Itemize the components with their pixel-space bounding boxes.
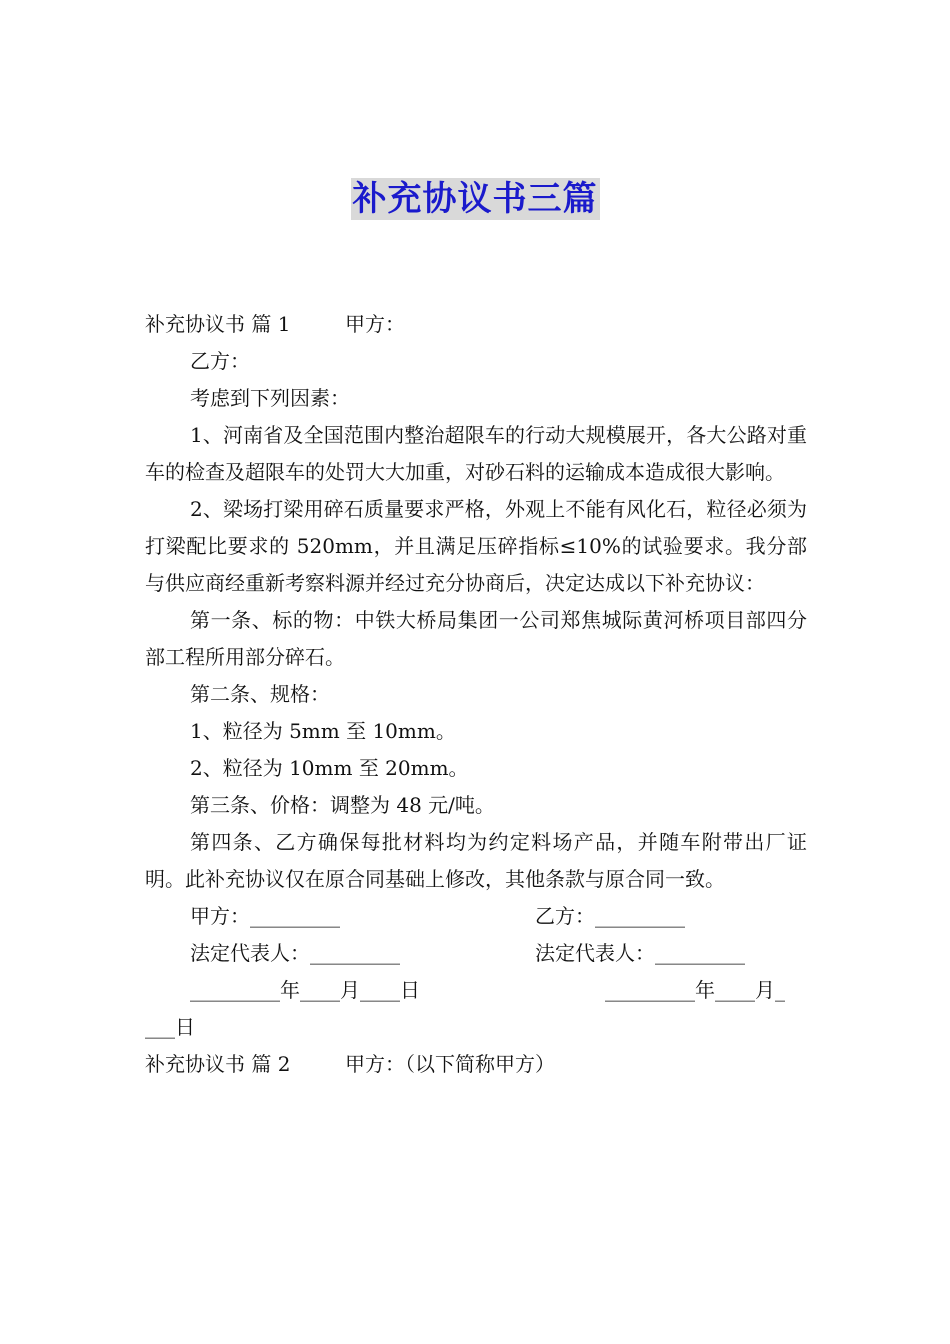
rep-party-a: 法定代表人：_________	[190, 941, 400, 965]
section1-heading-row	[145, 306, 807, 343]
section2-heading: 补充协议书 篇 2	[145, 1052, 291, 1076]
section1-article2: 第二条、规格：	[190, 682, 330, 706]
section1-spec1: 1、粒径为 5mm 至 10mm。	[190, 719, 456, 743]
section2-heading-row	[145, 1046, 807, 1083]
representative-row	[145, 935, 807, 972]
date-party-b-continued: ___日	[145, 1015, 195, 1039]
section1-article3: 第三条、价格：调整为 48 元/吨。	[190, 793, 495, 817]
date-party-b: _________年____月_	[605, 978, 785, 1002]
section1-considering: 考虑到下列因素：	[190, 386, 350, 410]
section1-article4: 第四条、乙方确保每批材料均为约定料场产品，并随车附带出厂证明。此补充协议仅在原合同基础上修改，其他条款与原合同一致。	[145, 830, 807, 891]
section1-item1: 1、河南省及全国范围内整治超限车的行动大规模展开，各大公路对重车的检查及超限车的处罚大大加重，对砂石料的运输成本造成很大影响。	[145, 423, 807, 484]
section1-heading: 补充协议书 篇 1	[145, 312, 291, 336]
title-container	[0, 178, 950, 220]
sign-party-b: 乙方：_________	[535, 904, 685, 928]
section1-article1: 第一条、标的物：中铁大桥局集团一公司郑焦城际黄河桥项目部四分部工程所用部分碎石。	[145, 608, 807, 669]
rep-party-b: 法定代表人：_________	[535, 941, 745, 965]
date-row	[145, 972, 807, 1009]
sign-party-a: 甲方：_________	[190, 904, 340, 928]
section1-spec2: 2、粒径为 10mm 至 20mm。	[190, 756, 469, 780]
section1-party-b: 乙方：	[190, 349, 250, 373]
section1-item2: 2、梁场打梁用碎石质量要求严格，外观上不能有风化石，粒径必须为打梁配比要求的 520mm，并且满足压碎指标≤10%的试验要求。我分部与供应商经重新考察料源并经过充分协商后，决定达成以下补充协议：	[145, 497, 807, 595]
section2-party-a: 甲方：（以下简称甲方）	[345, 1052, 555, 1076]
signature-row	[145, 898, 807, 935]
section1-party-a: 甲方：	[345, 312, 405, 336]
document-title: 补充协议书三篇	[352, 179, 598, 219]
document-body	[145, 306, 807, 1083]
date-party-a: _________年____月____日	[190, 978, 420, 1002]
